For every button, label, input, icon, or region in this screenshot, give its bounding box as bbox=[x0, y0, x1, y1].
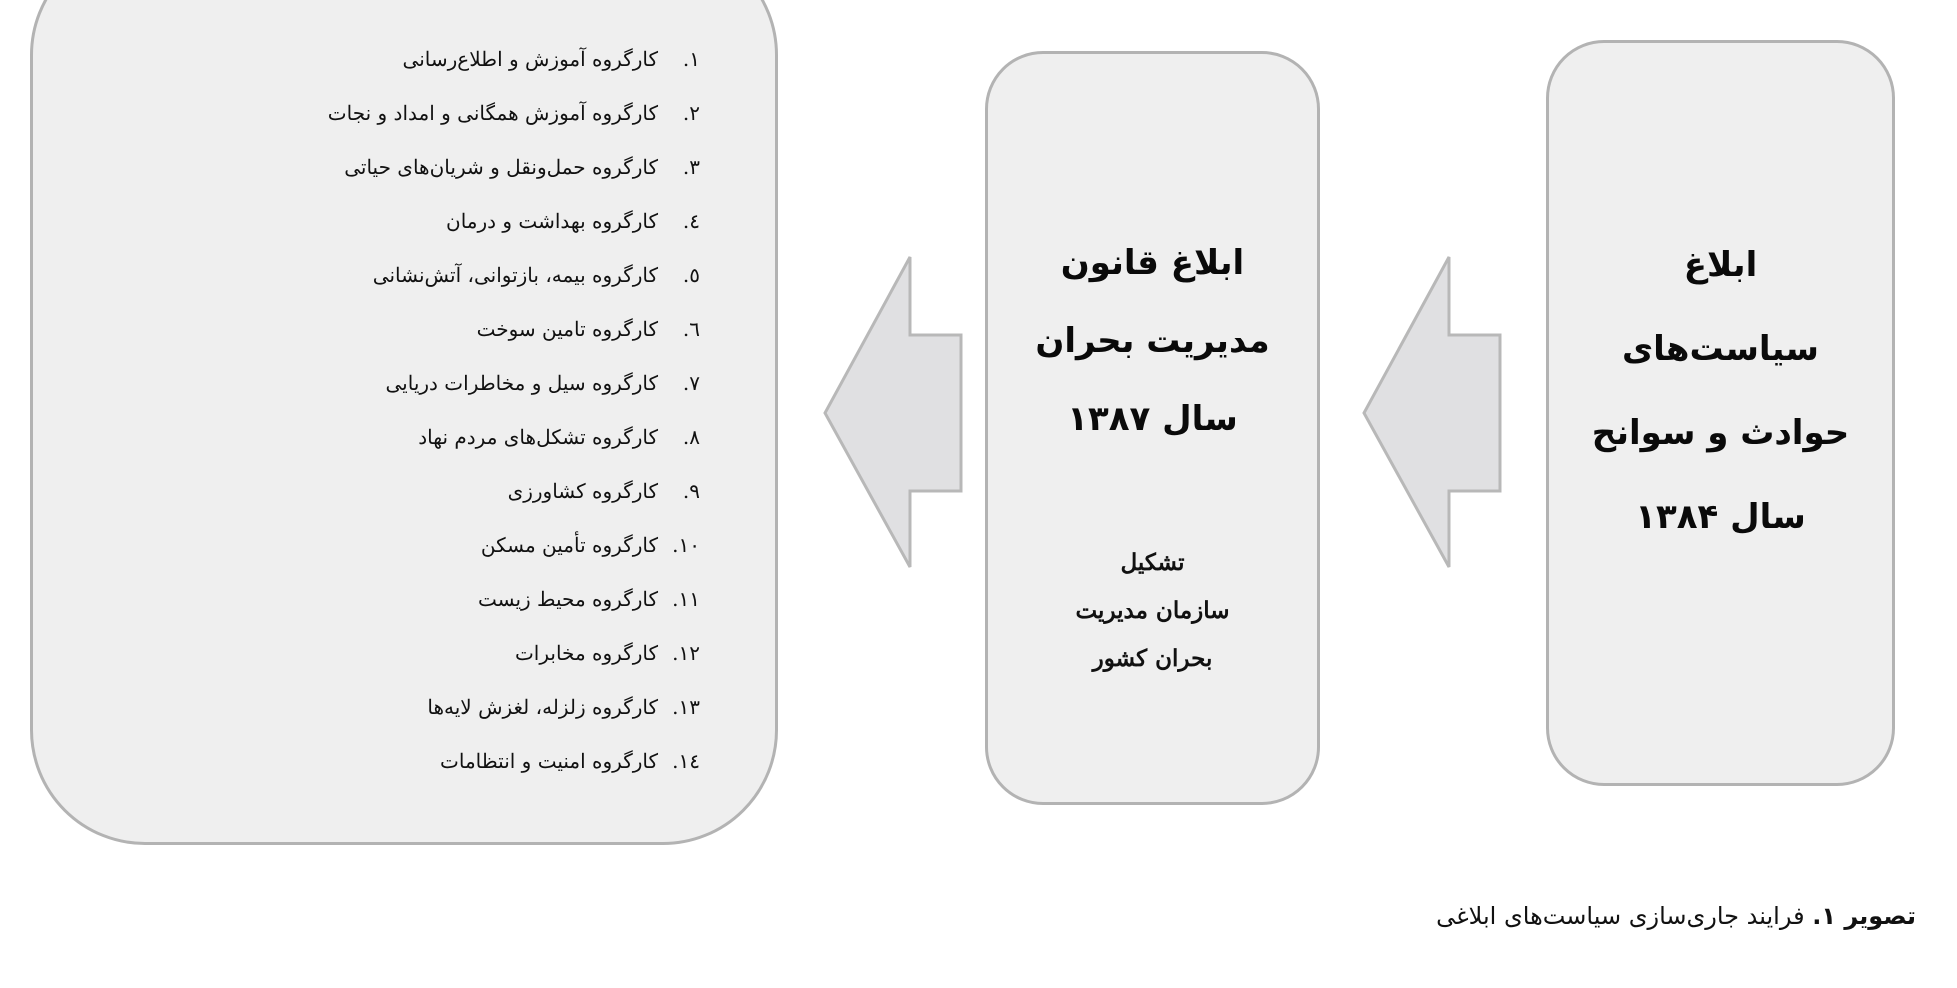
working-group-label: کارگروه محیط زیست bbox=[477, 587, 658, 611]
working-group-label: کارگروه امنیت و انتظامات bbox=[440, 749, 658, 773]
caption-text: فرایند جاری‌سازی سیاست‌های ابلاغی bbox=[1436, 902, 1805, 930]
working-group-label: کارگروه سیل و مخاطرات دریایی bbox=[385, 371, 658, 395]
org-line: تشکیل bbox=[1120, 549, 1185, 576]
law-title-line: ابلاغ قانون bbox=[1060, 243, 1245, 283]
working-group-item bbox=[328, 626, 700, 680]
law-title-line: مدیریت بحران bbox=[1035, 321, 1270, 361]
org-line: بحران کشور bbox=[1092, 645, 1213, 672]
working-group-item bbox=[328, 356, 700, 410]
working-group-number: ٤. bbox=[682, 209, 700, 233]
working-group-item bbox=[328, 32, 700, 86]
working-group-label: کارگروه آموزش و اطلاع‌رسانی bbox=[402, 47, 658, 71]
working-group-item bbox=[328, 194, 700, 248]
working-group-label: کارگروه تشکل‌های مردم نهاد bbox=[418, 425, 658, 449]
policies-line: سال ۱۳۸۴ bbox=[1635, 497, 1806, 537]
working-group-label: کارگروه مخابرات bbox=[514, 641, 658, 665]
policies-line: حوادث و سوانح bbox=[1591, 413, 1850, 453]
law-title bbox=[988, 224, 1317, 458]
working-group-number: ۷. bbox=[682, 371, 700, 395]
law-box bbox=[985, 51, 1320, 805]
working-group-number: ۹. bbox=[682, 479, 700, 503]
working-group-number: ۸. bbox=[682, 425, 700, 449]
working-group-item bbox=[328, 734, 700, 788]
working-group-item bbox=[328, 680, 700, 734]
working-group-number: ۱. bbox=[682, 47, 700, 71]
working-group-label: کارگروه تأمین مسکن bbox=[480, 533, 658, 557]
working-group-label: کارگروه آموزش همگانی و امداد و نجات bbox=[327, 101, 658, 125]
working-group-item bbox=[328, 86, 700, 140]
working-group-number: ۱۳. bbox=[672, 695, 700, 719]
working-group-number: ٥. bbox=[682, 263, 700, 287]
working-group-label: کارگروه زلزله، لغزش لایه‌ها bbox=[427, 695, 658, 719]
working-group-item bbox=[328, 464, 700, 518]
working-group-number: ۲. bbox=[682, 101, 700, 125]
working-group-item bbox=[328, 302, 700, 356]
figure-caption bbox=[1436, 902, 1916, 930]
working-group-label: کارگروه کشاورزی bbox=[507, 479, 658, 503]
arrow-shape bbox=[1364, 257, 1500, 567]
working-group-number: ٦. bbox=[682, 317, 700, 341]
arrow-shape bbox=[825, 257, 961, 567]
policies-line: سیاست‌های bbox=[1621, 329, 1819, 369]
org-formation-text bbox=[988, 539, 1317, 683]
arrow-policies-to-law bbox=[1362, 255, 1502, 575]
working-group-item bbox=[328, 572, 700, 626]
working-group-number: ۱۲. bbox=[672, 641, 700, 665]
working-group-item bbox=[328, 140, 700, 194]
working-group-number: ۳. bbox=[682, 155, 700, 179]
policies-text bbox=[1549, 223, 1892, 559]
working-groups-list bbox=[328, 32, 700, 788]
arrow-law-to-groups bbox=[823, 255, 963, 575]
working-group-item bbox=[328, 518, 700, 572]
caption-label: تصویر ۱. bbox=[1812, 902, 1916, 930]
working-group-number: ۱۰. bbox=[672, 533, 700, 557]
working-group-item bbox=[328, 410, 700, 464]
org-line: سازمان مدیریت bbox=[1075, 597, 1230, 624]
policies-box bbox=[1546, 40, 1895, 786]
policies-line: ابلاغ bbox=[1683, 245, 1758, 285]
working-group-number: ۱۱. bbox=[672, 587, 700, 611]
working-group-label: کارگروه بهداشت و درمان bbox=[446, 209, 658, 233]
law-title-line: سال ۱۳۸۷ bbox=[1067, 399, 1238, 439]
working-group-label: کارگروه بیمه، بازتوانی، آتش‌نشانی bbox=[372, 263, 658, 287]
working-group-number: ۱٤. bbox=[672, 749, 700, 773]
working-group-item bbox=[328, 248, 700, 302]
working-group-label: کارگروه تامین سوخت bbox=[476, 317, 658, 341]
working-group-label: کارگروه حمل‌ونقل و شریان‌های حیاتی bbox=[344, 155, 658, 179]
